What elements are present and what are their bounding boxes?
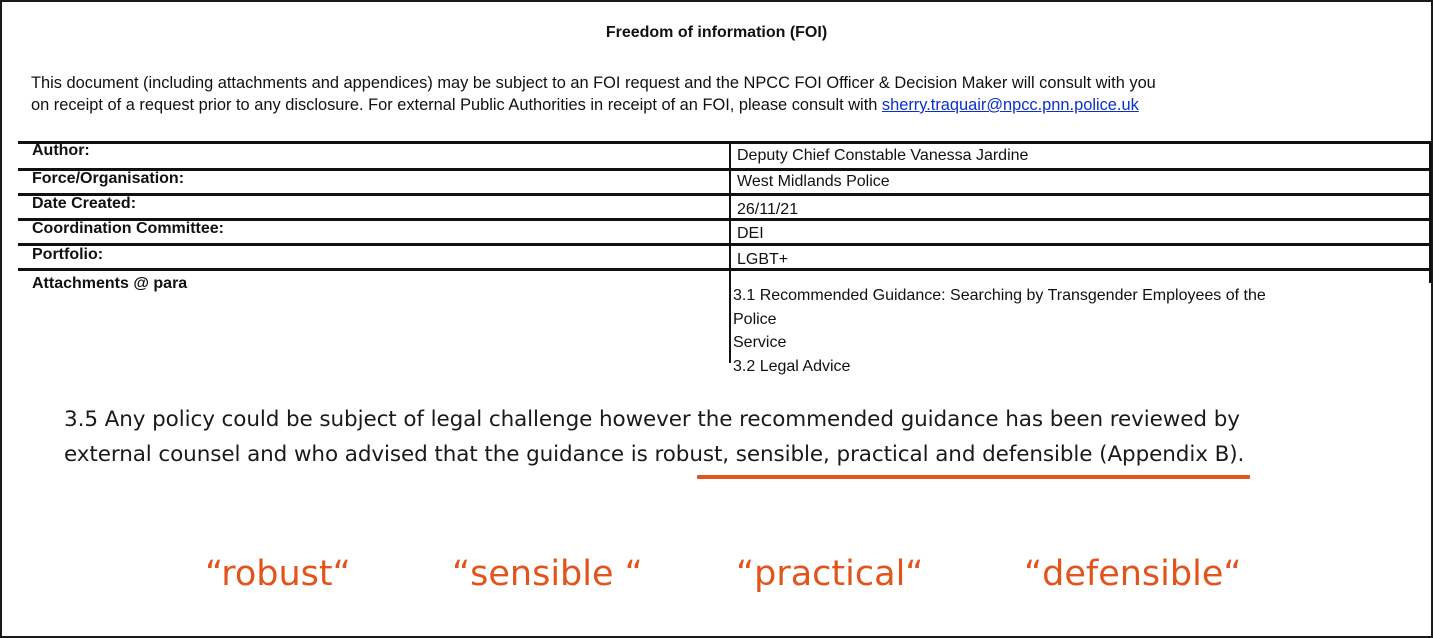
row-value-date-created: 26/11/21 — [737, 201, 799, 218]
table-rule — [18, 243, 1432, 246]
foi-notice-line-2 — [31, 94, 1416, 116]
metadata-table — [18, 141, 1432, 375]
row-label-author: Author: — [32, 142, 90, 159]
row-value-portfolio: LGBT+ — [737, 251, 789, 268]
foi-notice-line-2-text: on receipt of a request prior to any disclosure. For external Public Authorities in receipt of an FOI, please consult with — [31, 96, 882, 114]
excerpt-line-2: external counsel and who advised that the guidance is robust, sensible, practical and defensible (Appendix B). — [64, 442, 1245, 467]
foi-email-link[interactable]: sherry.traquair@npcc.pnn.police.uk — [881, 96, 1139, 114]
table-rule — [18, 168, 1432, 171]
table-column-divider — [729, 141, 731, 363]
excerpt-line-1: 3.5 Any policy could be subject of legal challenge however the recommended guidance has been reviewed by — [64, 407, 1240, 432]
keyword-row — [0, 554, 1433, 604]
keyword-sensible: “sensible “ — [452, 554, 643, 594]
attachment-line: Police — [733, 310, 777, 328]
attachment-line: Service — [733, 334, 787, 351]
row-label-force: Force/Organisation: — [32, 170, 185, 187]
table-rule — [18, 193, 1432, 196]
highlight-underline — [697, 475, 1250, 479]
row-label-coordination-committee: Coordination Committee: — [32, 220, 224, 237]
table-rule — [18, 141, 1432, 144]
row-label-portfolio: Portfolio: — [32, 246, 104, 263]
foi-notice-line-1: This document (including attachments and appendices) may be subject to an FOI request and the NPCC FOI Officer & Decision Maker will consult with you — [31, 74, 1156, 92]
foi-notice — [31, 72, 1416, 116]
table-right-border — [1429, 141, 1432, 283]
table-rule — [18, 218, 1432, 221]
table-rule — [18, 268, 1432, 271]
attachment-line: 3.2 Legal Advice — [733, 357, 851, 375]
row-value-attachments — [733, 284, 1266, 378]
keyword-robust: “robust“ — [205, 554, 351, 594]
row-label-attachments: Attachments @ para — [32, 275, 188, 292]
row-value-force: West Midlands Police — [737, 173, 890, 190]
foi-heading: Freedom of information (FOI) — [605, 24, 828, 41]
row-value-author: Deputy Chief Constable Vanessa Jardine — [737, 147, 1029, 164]
policy-excerpt — [64, 402, 1409, 472]
keyword-practical: “practical“ — [736, 554, 924, 594]
row-value-coordination-committee: DEI — [737, 225, 764, 242]
attachment-line: 3.1 Recommended Guidance: Searching by Transgender Employees of the — [733, 287, 1266, 304]
row-label-date-created: Date Created: — [32, 195, 137, 212]
keyword-defensible: “defensible“ — [1024, 554, 1242, 594]
